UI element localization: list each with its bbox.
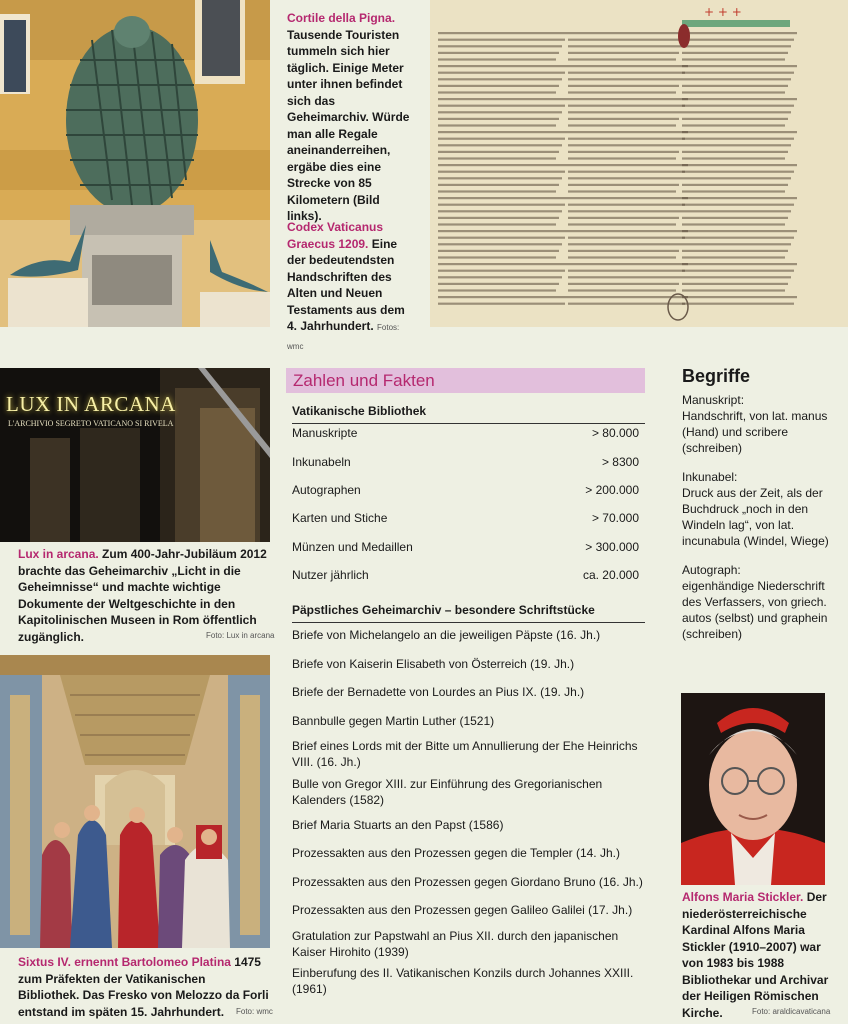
fresco-photo xyxy=(0,655,270,948)
pigna-photo xyxy=(0,0,270,327)
lux-caption-text: Zum 400-Jahr-Jubiläum 2012 brachte das Geheimarchiv „Licht in die Geheimnisse“ und machte wichtige Dokumente der Weltgeschichte in den Kapitolinischen Museen in Rom öffentlich zugänglich. xyxy=(18,547,267,644)
lux-in-arcana-photo xyxy=(0,368,270,542)
archive-heading: Päpstliches Geheimarchiv – besondere Schriftstücke xyxy=(292,603,645,623)
sixtus-caption-text: 1475 zum Präfekten der Vatikanischen Bibliothek. Das Fresko von Melozzo da Forli entstand im späten 15. Jahrhundert. xyxy=(18,955,269,1019)
row-value: > 80.000 xyxy=(591,426,639,440)
row-label: Autographen xyxy=(292,483,361,497)
row-label: Inkunabeln xyxy=(292,455,351,469)
sixtus-credit: Foto: wmc xyxy=(236,1007,273,1016)
row-value: > 70.000 xyxy=(591,511,639,525)
pigna-caption-text: Tausende Touristen tummeln sich hier täglich. Einige Meter unter ihnen befindet sich das Geheimarchiv. Würde man alle Regale aneinanderreihen, ergäbe dies eine Strecke von 85 Kilometern (Bild links). xyxy=(287,27,410,223)
lux-caption-title: Lux in arcana. xyxy=(18,547,103,561)
list-item: Brief eines Lords mit der Bitte um Annullierung der Ehe Heinrichs VIII. (16. Jh.) xyxy=(292,739,638,769)
list-item: Gratulation zur Papstwahl an Pius XII. durch den japanischen Kaiser Hirohito (1939) xyxy=(292,929,619,959)
codex-caption-title: Codex Vaticanus Graecus 1209. xyxy=(287,220,384,251)
list-item: Prozessakten aus den Prozessen gegen die Templer (14. Jh.) xyxy=(292,846,620,860)
row-label: Manuskripte xyxy=(292,426,358,440)
library-heading: Vatikanische Bibliothek xyxy=(292,404,645,424)
codex-caption xyxy=(287,219,412,355)
row-label: Nutzer jährlich xyxy=(292,568,369,582)
list-item: Briefe von Michelangelo an die jeweiligen Päpste (16. Jh.) xyxy=(292,628,601,642)
list-item: Einberufung des II. Vatikanischen Konzils durch Johannes XXIII. (1961) xyxy=(292,966,634,996)
lux-image-subtitle: L'ARCHIVIO SEGRETO VATICANO SI RIVELA xyxy=(8,419,174,428)
pigna-caption-title: Cortile della Pigna. xyxy=(287,11,396,25)
begriffe-title: Begriffe xyxy=(682,366,751,386)
table-row xyxy=(292,540,639,554)
table-row xyxy=(292,511,639,525)
row-value: > 300.000 xyxy=(585,540,639,554)
row-label: Münzen und Medaillen xyxy=(292,540,413,554)
facts-title: Zahlen und Fakten xyxy=(286,368,645,393)
list-item: Prozessakten aus den Prozessen gegen Giordano Bruno (16. Jh.) xyxy=(292,875,643,889)
table-row xyxy=(292,426,639,440)
lux-image-title: LUX IN ARCANA xyxy=(6,392,176,416)
lux-credit: Foto: Lux in arcana xyxy=(206,631,275,640)
list-item: Bannbulle gegen Martin Luther (1521) xyxy=(292,714,495,728)
table-row xyxy=(292,455,639,469)
stickler-caption-text: Der niederösterreichische Kardinal Alfons Maria Stickler (1910–2007) war von 1983 bis 1988 Bibliothekar und Archivar der Heiligen Römischen Kirche. xyxy=(682,890,829,1020)
stickler-portrait-photo xyxy=(681,693,825,885)
list-item: Prozessakten aus den Prozessen gegen Galileo Galilei (17. Jh.) xyxy=(292,903,633,917)
sixtus-caption xyxy=(18,954,270,1020)
term-definition: Druck aus der Zeit, als der Buchdruck „noch in den Windeln lag“, von lat. incunabula (Windel, Wiege) xyxy=(682,486,829,548)
term-autograph xyxy=(682,562,842,642)
codex-credit: Fotos: wmc xyxy=(287,323,400,351)
table-row xyxy=(292,568,639,582)
sixtus-caption-title: Sixtus IV. ernennt Bartolomeo Platina xyxy=(18,955,235,969)
list-item: Bulle von Gregor XIII. zur Einführung des Gregorianischen Kalenders (1582) xyxy=(292,777,603,807)
term-definition: Handschrift, von lat. manus (Hand) und scribere (schreiben) xyxy=(682,409,828,455)
term-manuskript xyxy=(682,392,842,456)
term-name: Inkunabel: xyxy=(682,470,738,484)
codex-caption-text: Eine der bedeutendsten Handschriften des Alten und Neuen Testaments aus dem 4. Jahrhundert. xyxy=(287,236,405,333)
row-label: Karten und Stiche xyxy=(292,511,388,525)
term-name: Manuskript: xyxy=(682,393,745,407)
stickler-caption xyxy=(682,889,832,1021)
term-inkunabel xyxy=(682,469,842,549)
row-value: > 200.000 xyxy=(585,483,639,497)
row-value: ca. 20.000 xyxy=(582,568,639,582)
pigna-caption xyxy=(287,10,412,225)
codex-manuscript-photo xyxy=(430,0,848,327)
stickler-credit: Foto: araldicavaticana xyxy=(752,1007,831,1016)
svg-text:+ + +: + + + xyxy=(704,5,742,19)
row-value: > 8300 xyxy=(601,455,639,469)
stickler-caption-title: Alfons Maria Stickler. xyxy=(682,890,807,904)
list-item: Briefe von Kaiserin Elisabeth von Österreich (19. Jh.) xyxy=(292,657,575,671)
list-item: Brief Maria Stuarts an den Papst (1586) xyxy=(292,818,504,832)
table-row xyxy=(292,483,639,497)
term-name: Autograph: xyxy=(682,563,741,577)
list-item: Briefe der Bernadette von Lourdes an Pius IX. (19. Jh.) xyxy=(292,685,585,699)
term-definition: eigenhändige Niederschrift des Verfassers, von griech. autos (selbst) und graphein (schreiben) xyxy=(682,579,828,641)
